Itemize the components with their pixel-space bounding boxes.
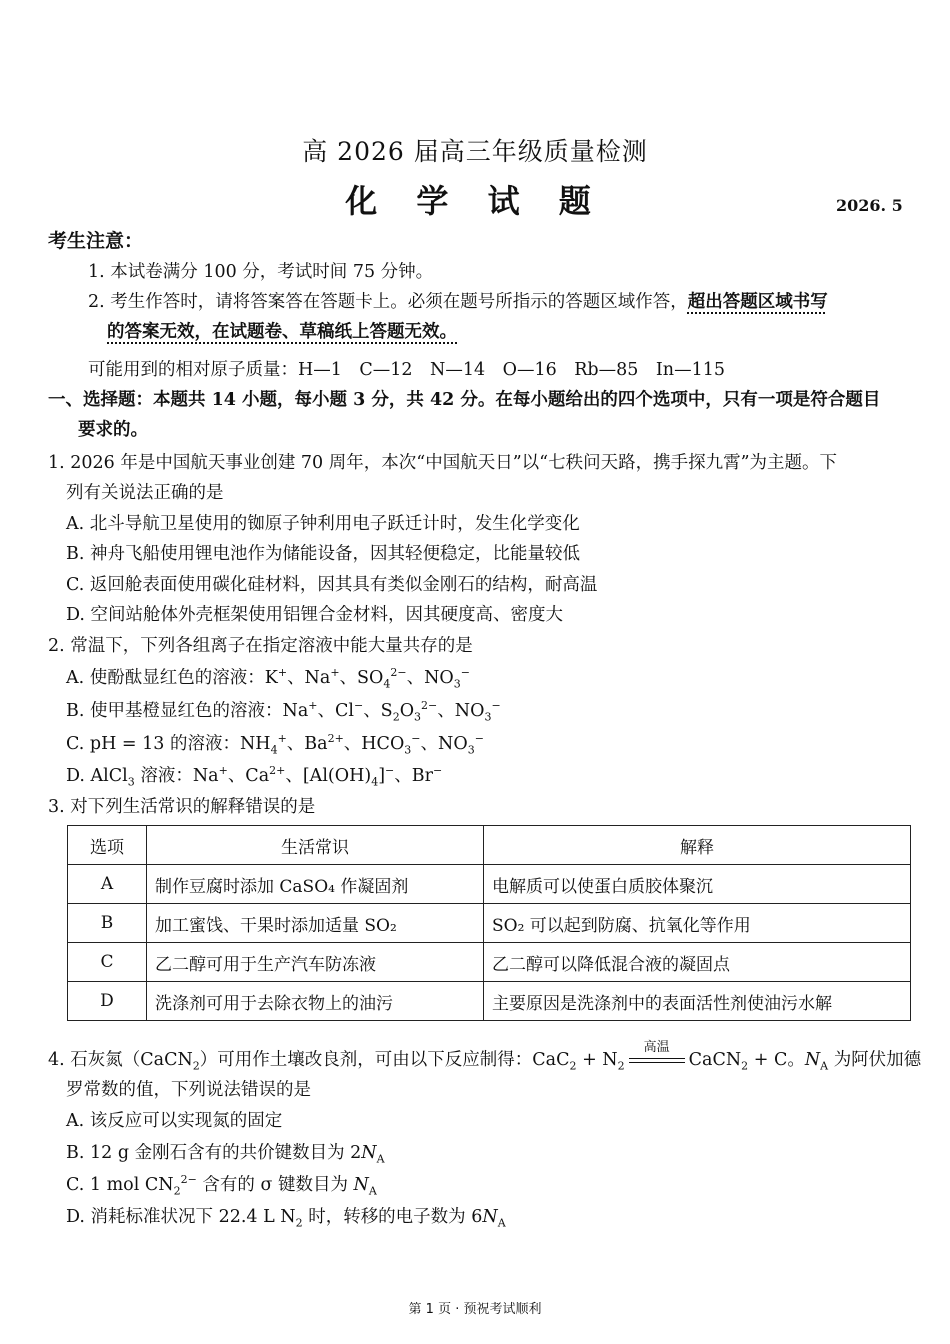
table-cell: 乙二醇可用于生产汽车防冻液 (147, 943, 484, 982)
notice-item-2-text: 2. 考生作答时，请将答案答在答题卡上。必须在题号所指示的答题区域作答， (88, 292, 688, 312)
q1-option-c: C. 返回舱表面使用碳化硅材料，因其具有类似金刚石的结构，耐高温 (66, 575, 598, 595)
table-row (68, 982, 911, 1021)
q3-stem: 3. 对下列生活常识的解释错误的是 (48, 797, 316, 817)
q1-stem: 1. 2026 年是中国航天事业创建 70 周年，本次“中国航天日”以“七秩问天路，携手探九霄”为主题。下 (48, 453, 838, 473)
q4-option-b: B. 12 g 金刚石含有的共价键数目为 $2N_A$ (66, 1143, 385, 1166)
notice-item-1: 1. 本试卷满分 100 分，考试时间 75 分钟。 (88, 262, 434, 282)
table-header: 生活常识 (147, 826, 484, 865)
q1-option-a: A. 北斗导航卫星使用的铷原子钟利用电子跃迁计时，发生化学变化 (66, 514, 580, 534)
section-1-heading: 一、选择题：本题共 14 小题，每小题 3 分，共 42 分。在每小题给出的四个选项中，只有一项是符合题目 (48, 390, 881, 410)
table-cell: 电解质可以使蛋白质胶体聚沉 (484, 865, 911, 904)
q1-stem-cont: 列有关说法正确的是 (66, 483, 224, 503)
table-cell: 主要原因是洗涤剂中的表面活性剂使油污水解 (484, 982, 911, 1021)
table-header: 解释 (484, 826, 911, 865)
table-cell: C (68, 943, 147, 982)
q2-option-c: C. pH = 13 的溶液：$NH_4^+$、$Ba^{2+}$、$HCO_3^-$、$NO_3^-$ (66, 732, 484, 757)
exam-header-title: 高 2026 届高三年级质量检测 (302, 137, 648, 166)
notice-item-2-emphasis: 超出答题区域书写 (687, 292, 828, 312)
table-cell: 加工蜜饯、干果时添加适量 SO₂ (147, 904, 484, 943)
table-row (68, 904, 911, 943)
table-row (68, 865, 911, 904)
q1-option-d: D. 空间站舱体外壳框架使用铝锂合金材料，因其硬度高、密度大 (66, 605, 564, 625)
subject-title: 化 学 试 题 (345, 182, 605, 220)
table-row (68, 943, 911, 982)
table-cell: B (68, 904, 147, 943)
table-cell: A (68, 865, 147, 904)
table-cell: SO₂ 可以起到防腐、抗氧化等作用 (484, 904, 911, 943)
q2-stem: 2. 常温下，下列各组离子在指定溶液中能大量共存的是 (48, 636, 473, 656)
q4-option-c: C. 1 mol $CN_2^{2-}$ 含有的 σ 键数目为 $N_A$ (66, 1173, 377, 1198)
q1-option-b: B. 神舟飞船使用锂电池作为储能设备，因其轻便稳定，比能量较低 (66, 544, 580, 564)
table-cell: 洗涤剂可用于去除衣物上的油污 (147, 982, 484, 1021)
atomic-masses: 可能用到的相对原子质量：H—1 C—12 N—14 O—16 Rb—85 In—115 (88, 360, 725, 380)
notice-item-2 (88, 288, 828, 313)
page-footer: 第 1 页 · 预祝考试顺利 (408, 1302, 542, 1317)
table-cell: 乙二醇可以降低混合液的凝固点 (484, 943, 911, 982)
table-header-row (68, 826, 911, 865)
table-cell: 制作豆腐时添加 CaSO₄ 作凝固剂 (147, 865, 484, 904)
q2-option-b: B. 使甲基橙显红色的溶液：Na+、Cl−、$S_2O_3^{2-}$、$NO_3^-$ (66, 699, 501, 724)
exam-date: 2026. 5 (836, 196, 903, 215)
q4-option-d: D. 消耗标准状况下 22.4 L $N_2$ 时，转移的电子数为 $6N_A$ (66, 1207, 506, 1230)
section-1-heading-cont: 要求的。 (78, 420, 148, 440)
q4-stem-cont: 罗常数的值，下列说法错误的是 (66, 1080, 311, 1100)
q4-option-a: A. 该反应可以实现氮的固定 (66, 1111, 283, 1131)
notice-heading: 考生注意： (48, 230, 144, 252)
table-cell: D (68, 982, 147, 1021)
notice-item-2-emphasis-cont: 的答案无效，在试题卷、草稿纸上答题无效。 (107, 322, 457, 342)
table-header: 选项 (68, 826, 147, 865)
q2-option-d: D. AlCl$_3$ 溶液：Na+、$Ca^{2+}$、$[Al(OH)_4]^-$、Br− (66, 764, 443, 789)
q3-table (67, 825, 911, 1021)
q4-stem: 4. 石灰氮（CaCN$_2$）可用作土壤改良剂，可由以下反应制得：$CaC_2 + N_2$ 高温 CaCN$_2$ + C。$N_A$ 为阿伏加德 (48, 1039, 922, 1073)
q2-option-a: A. 使酚酞显红色的溶液：K+、Na+、$SO_4^{2-}$、$NO_3^-$ (66, 666, 470, 691)
reaction-arrow: 高温 (629, 1056, 685, 1066)
